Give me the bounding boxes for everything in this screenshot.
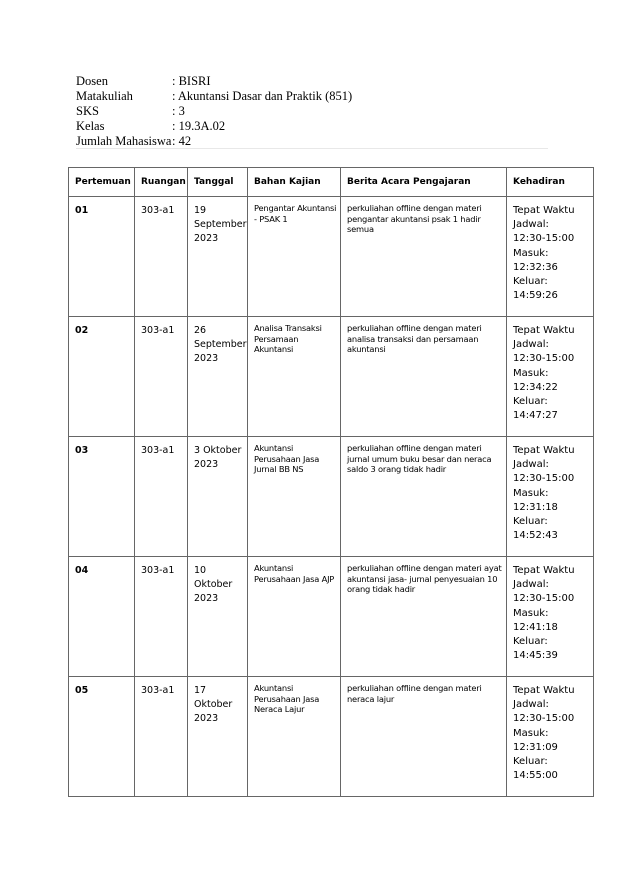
info-row-jumlah-mahasiswa: [76, 134, 352, 149]
kehadiran-status: Tepat Waktu: [513, 565, 575, 576]
masuk-value: 12:41:18: [513, 621, 558, 633]
tanggal-cell: 26 September 2023: [188, 317, 248, 437]
keluar-label: Keluar:: [513, 516, 548, 528]
info-label: Dosen: [76, 74, 108, 88]
kehadiran-cell: [507, 317, 594, 437]
masuk-value: 12:32:36: [513, 261, 558, 273]
bahan-kajian-cell: Akuntansi Perusahaan Jasa Neraca Lajur: [248, 677, 341, 797]
info-row-dosen: [76, 74, 352, 89]
kehadiran-status: Tepat Waktu: [513, 205, 575, 216]
jadwal-label: Jadwal:: [513, 339, 549, 351]
pertemuan-cell: 01: [69, 197, 135, 317]
pertemuan-cell: 05: [69, 677, 135, 797]
tanggal-cell: 19 September 2023: [188, 197, 248, 317]
info-row-matakuliah: [76, 89, 352, 104]
info-value: : 3: [172, 104, 185, 118]
table-header-row: [69, 168, 594, 197]
kehadiran-cell: [507, 437, 594, 557]
table-row: [69, 197, 594, 317]
jadwal-label: Jadwal:: [513, 219, 549, 231]
ruangan-cell: 303-a1: [135, 437, 188, 557]
keluar-value: 14:47:27: [513, 410, 558, 422]
masuk-value: 12:34:22: [513, 381, 558, 393]
info-value: : 42: [172, 134, 192, 148]
kehadiran-cell: [507, 197, 594, 317]
berita-acara-cell: perkuliahan offline dengan materi jurnal umum buku besar dan neraca saldo 3 orang tidak hadir: [341, 437, 507, 557]
ruangan-cell: 303-a1: [135, 197, 188, 317]
attendance-table: [68, 167, 594, 797]
masuk-label: Masuk:: [513, 247, 549, 259]
bahan-kajian-cell: Akuntansi Perusahaan Jasa AJP: [248, 557, 341, 677]
keluar-label: Keluar:: [513, 636, 548, 648]
keluar-label: Keluar:: [513, 396, 548, 408]
info-label: SKS: [76, 104, 99, 118]
jadwal-value: 12:30-15:00: [513, 713, 575, 725]
keluar-value: 14:52:43: [513, 530, 558, 542]
header-kehadiran: Kehadiran: [507, 168, 594, 197]
masuk-label: Masuk:: [513, 607, 549, 619]
info-label: Matakuliah: [76, 89, 133, 103]
info-value: : Akuntansi Dasar dan Praktik (851): [172, 89, 353, 103]
berita-acara-cell: perkuliahan offline dengan materi pengantar akuntansi psak 1 hadir semua: [341, 197, 507, 317]
masuk-label: Masuk:: [513, 367, 549, 379]
tanggal-cell: 17 Oktober 2023: [188, 677, 248, 797]
masuk-label: Masuk:: [513, 727, 549, 739]
berita-acara-cell: perkuliahan offline dengan materi analisa transaksi dan persamaan akuntansi: [341, 317, 507, 437]
table-row: [69, 437, 594, 557]
info-value: : BISRI: [172, 74, 211, 88]
bahan-kajian-cell: Analisa Transaksi Persamaan Akuntansi: [248, 317, 341, 437]
keluar-value: 14:55:00: [513, 770, 558, 782]
kehadiran-cell: [507, 677, 594, 797]
header-pertemuan: Pertemuan: [69, 168, 135, 197]
info-row-sks: [76, 104, 352, 119]
kehadiran-status: Tepat Waktu: [513, 325, 575, 336]
header-ruangan: Ruangan: [135, 168, 188, 197]
keluar-value: 14:45:39: [513, 650, 558, 662]
berita-acara-cell: perkuliahan offline dengan materi ayat akuntansi jasa- jurnal penyesuaian 10 orang tidak hadir: [341, 557, 507, 677]
table-row: [69, 317, 594, 437]
jadwal-label: Jadwal:: [513, 579, 549, 591]
kehadiran-status: Tepat Waktu: [513, 445, 575, 456]
bahan-kajian-cell: Pengantar Akuntansi - PSAK 1: [248, 197, 341, 317]
ruangan-cell: 303-a1: [135, 557, 188, 677]
jadwal-value: 12:30-15:00: [513, 353, 575, 365]
info-label: Jumlah Mahasiswa: [76, 134, 172, 148]
tanggal-cell: 3 Oktober 2023: [188, 437, 248, 557]
bahan-kajian-cell: Akuntansi Perusahaan Jasa Jurnal BB NS: [248, 437, 341, 557]
info-divider: [76, 148, 548, 149]
kehadiran-status: Tepat Waktu: [513, 685, 575, 696]
pertemuan-cell: 04: [69, 557, 135, 677]
kehadiran-cell: [507, 557, 594, 677]
masuk-value: 12:31:18: [513, 501, 558, 513]
jadwal-value: 12:30-15:00: [513, 233, 575, 245]
keluar-label: Keluar:: [513, 756, 548, 768]
course-info: [76, 74, 352, 149]
header-berita-acara: Berita Acara Pengajaran: [341, 168, 507, 197]
jadwal-value: 12:30-15:00: [513, 473, 575, 485]
header-bahan-kajian: Bahan Kajian: [248, 168, 341, 197]
pertemuan-cell: 02: [69, 317, 135, 437]
table-row: [69, 557, 594, 677]
masuk-value: 12:31:09: [513, 741, 558, 753]
info-label: Kelas: [76, 119, 105, 133]
jadwal-label: Jadwal:: [513, 699, 549, 711]
ruangan-cell: 303-a1: [135, 317, 188, 437]
masuk-label: Masuk:: [513, 487, 549, 499]
keluar-value: 14:59:26: [513, 290, 558, 302]
info-value: : 19.3A.02: [172, 119, 226, 133]
jadwal-value: 12:30-15:00: [513, 593, 575, 605]
pertemuan-cell: 03: [69, 437, 135, 557]
keluar-label: Keluar:: [513, 276, 548, 288]
tanggal-cell: 10 Oktober 2023: [188, 557, 248, 677]
table-row: [69, 677, 594, 797]
header-tanggal: Tanggal: [188, 168, 248, 197]
ruangan-cell: 303-a1: [135, 677, 188, 797]
berita-acara-cell: perkuliahan offline dengan materi neraca lajur: [341, 677, 507, 797]
jadwal-label: Jadwal:: [513, 459, 549, 471]
info-row-kelas: [76, 119, 352, 134]
